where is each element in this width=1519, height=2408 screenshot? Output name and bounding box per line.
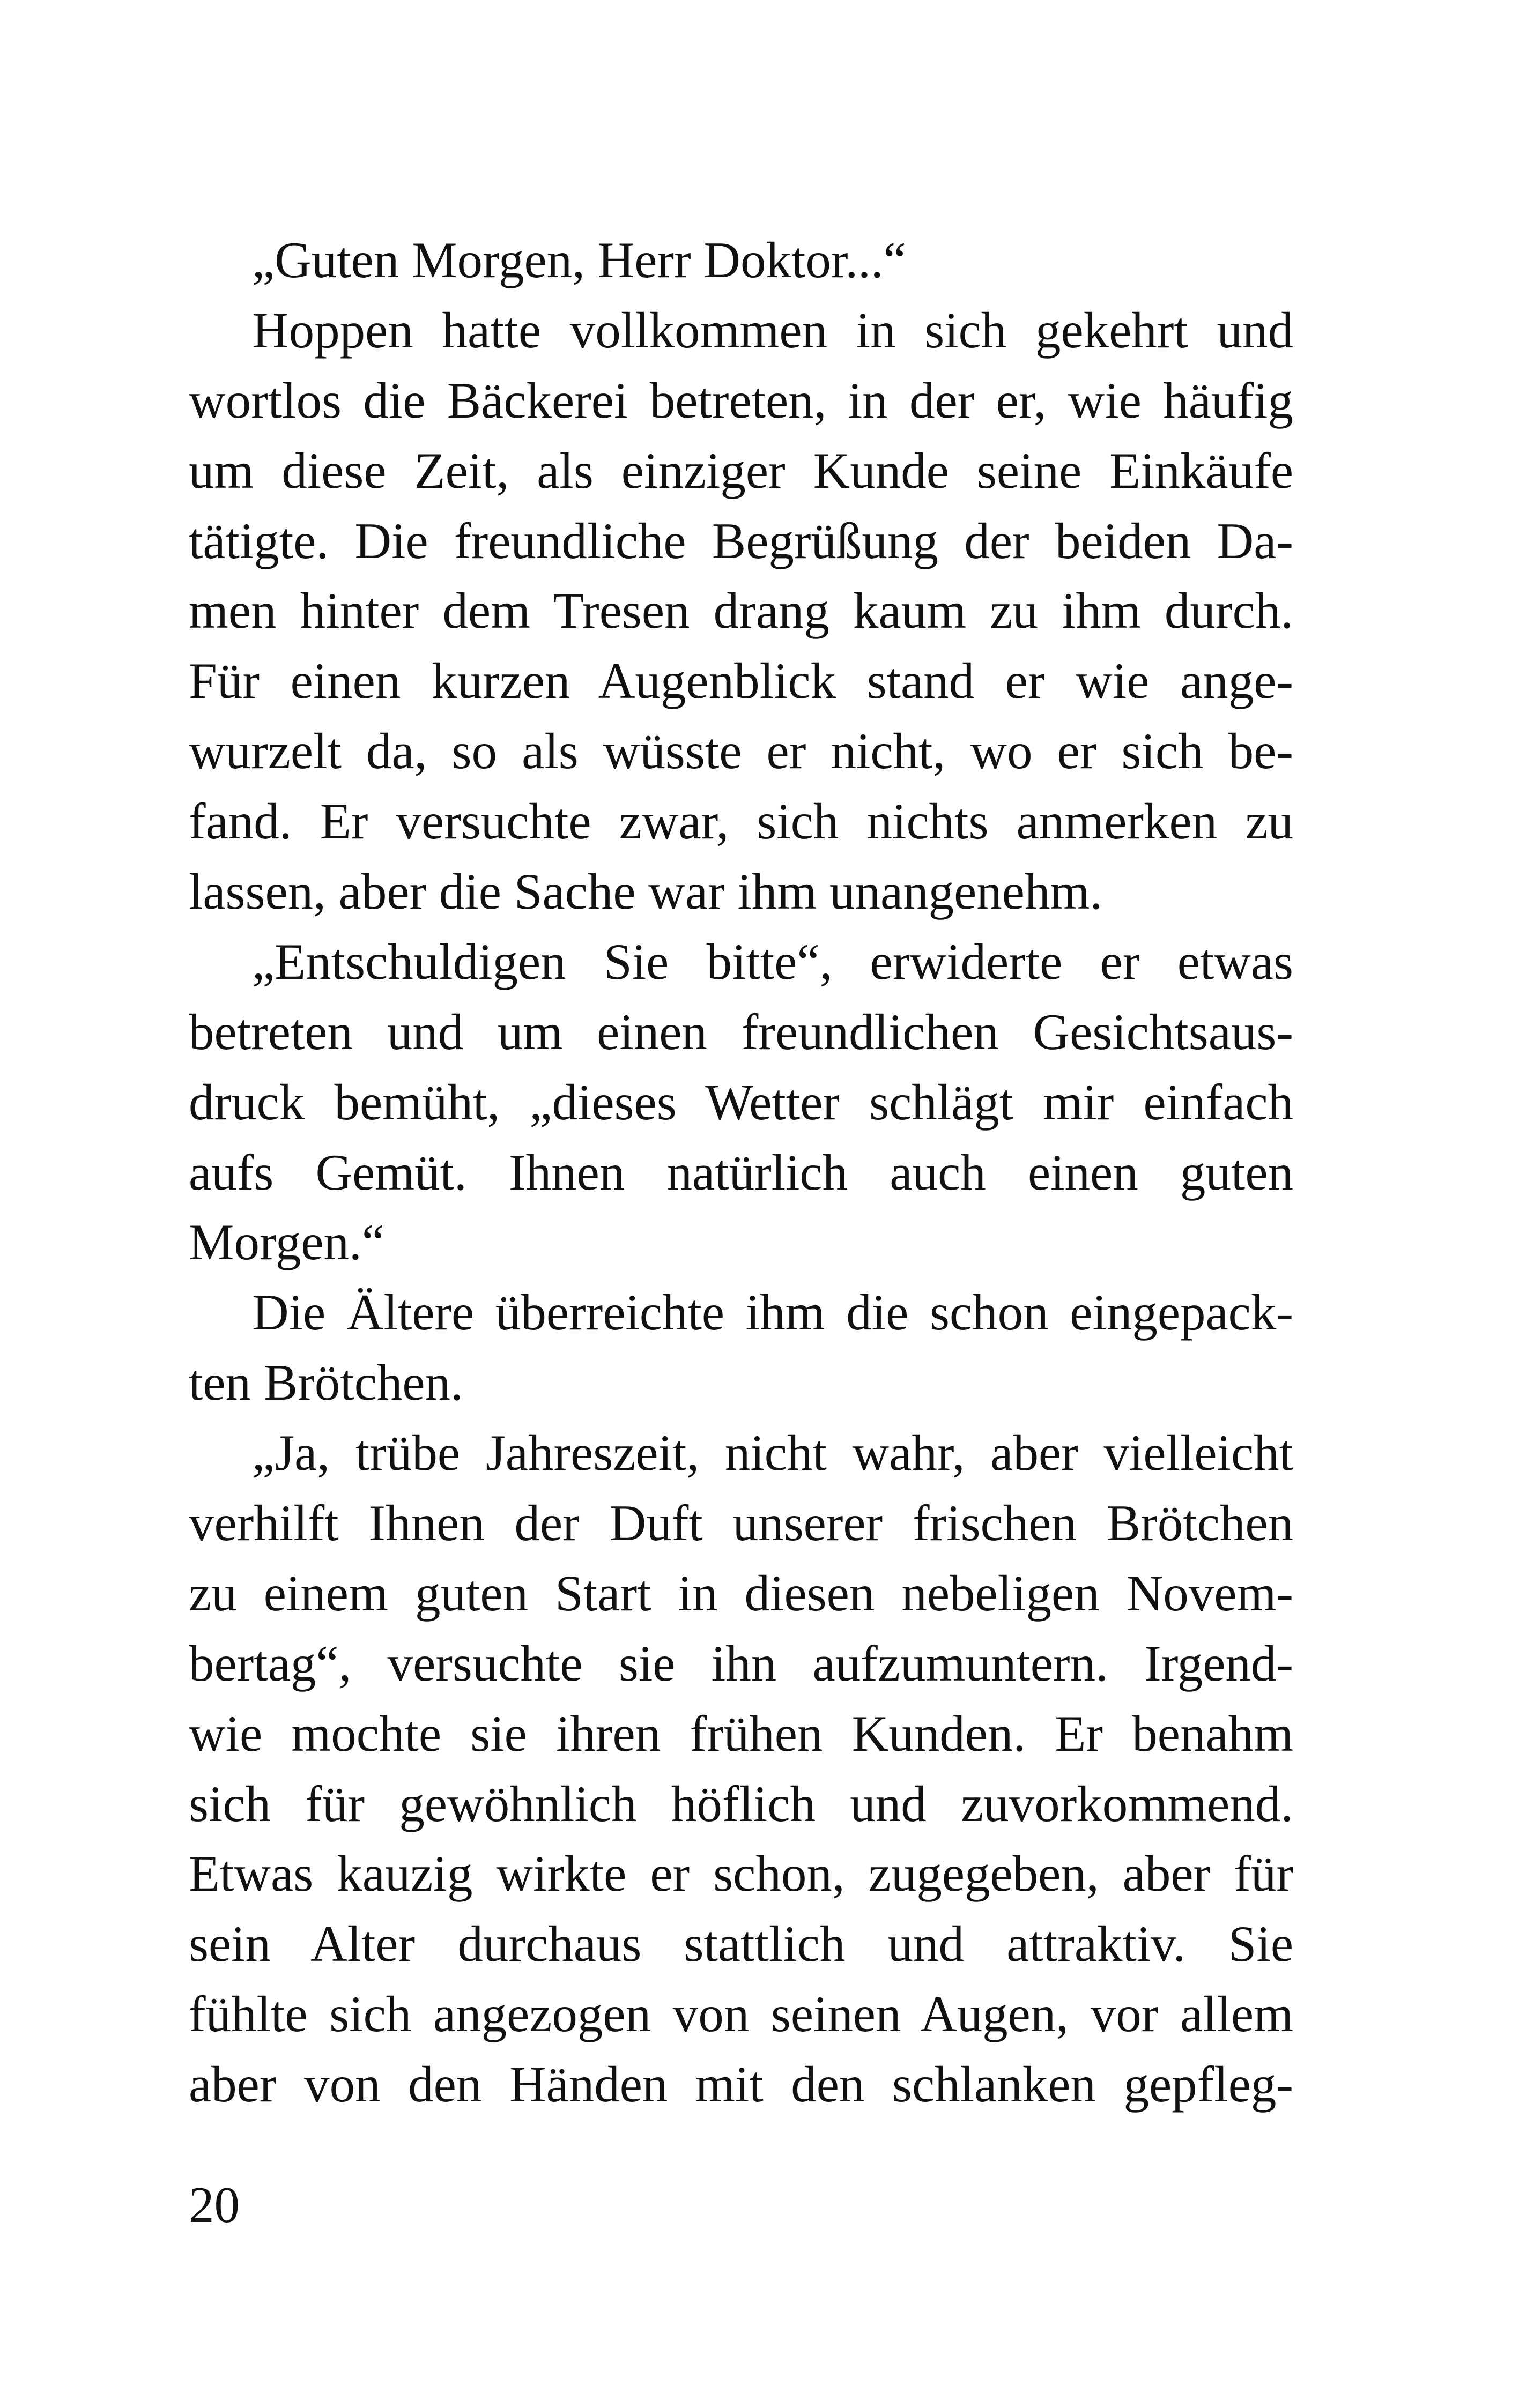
text-line: ten Brötchen. — [189, 1354, 463, 1411]
text-line: wie mochte sie ihren frühen Kunden. Er benahm — [189, 1705, 1293, 1762]
text-line: um diese Zeit, als einziger Kunde seine Einkäufe — [189, 442, 1293, 499]
text-line: „Guten Morgen, Herr Doktor...“ — [252, 232, 906, 288]
text-line: bertag“, versuchte sie ihn aufzumuntern. Irgend- — [189, 1634, 1293, 1692]
text-line: Hoppen hatte vollkommen in sich gekehrt und — [252, 301, 1293, 359]
text-line: aufs Gemüt. Ihnen natürlich auch einen guten — [189, 1143, 1293, 1201]
text-line: „Ja, trübe Jahreszeit, nicht wahr, aber vielleicht — [252, 1424, 1293, 1482]
text-line: sich für gewöhnlich höflich und zuvorkommend. — [189, 1775, 1293, 1832]
text-line: wurzelt da, so als wüsste er nicht, wo er sich be- — [189, 723, 1293, 780]
text-line: Etwas kauzig wirkte er schon, zugegeben, aber für — [189, 1845, 1293, 1902]
text-line: lassen, aber die Sache war ihm unangenehm. — [189, 863, 1103, 920]
text-line: Die Ältere überreichte ihm die schon eingepack- — [252, 1284, 1293, 1341]
text-line: fühlte sich angezogen von seinen Augen, vor allem — [189, 1986, 1293, 2043]
text-line: men hinter dem Tresen drang kaum zu ihm durch. — [189, 582, 1293, 640]
text-line: fand. Er versuchte zwar, sich nichts anmerken zu — [189, 793, 1293, 850]
text-line: aber von den Händen mit den schlanken gepfleg- — [189, 2056, 1293, 2113]
text-line: druck bemüht, „dieses Wetter schlägt mir einfach — [189, 1073, 1293, 1131]
body-text — [189, 225, 1293, 2120]
text-line: Für einen kurzen Augenblick stand er wie ange- — [189, 652, 1293, 710]
text-line: betreten und um einen freundlichen Gesichtsaus- — [189, 1003, 1293, 1060]
text-line: sein Alter durchaus stattlich und attraktiv. Sie — [189, 1915, 1293, 1973]
text-line: „Entschuldigen Sie bitte“, erwiderte er etwas — [252, 933, 1293, 990]
text-line: Morgen.“ — [189, 1214, 384, 1271]
text-line: zu einem guten Start in diesen nebeligen Novem- — [189, 1564, 1293, 1622]
text-line: wortlos die Bäckerei betreten, in der er, wie häufig — [189, 371, 1293, 429]
page-number: 20 — [189, 2176, 240, 2233]
text-line: verhilft Ihnen der Duft unserer frischen Brötchen — [189, 1495, 1293, 1552]
text-line: tätigte. Die freundliche Begrüßung der beiden Da- — [189, 512, 1293, 569]
